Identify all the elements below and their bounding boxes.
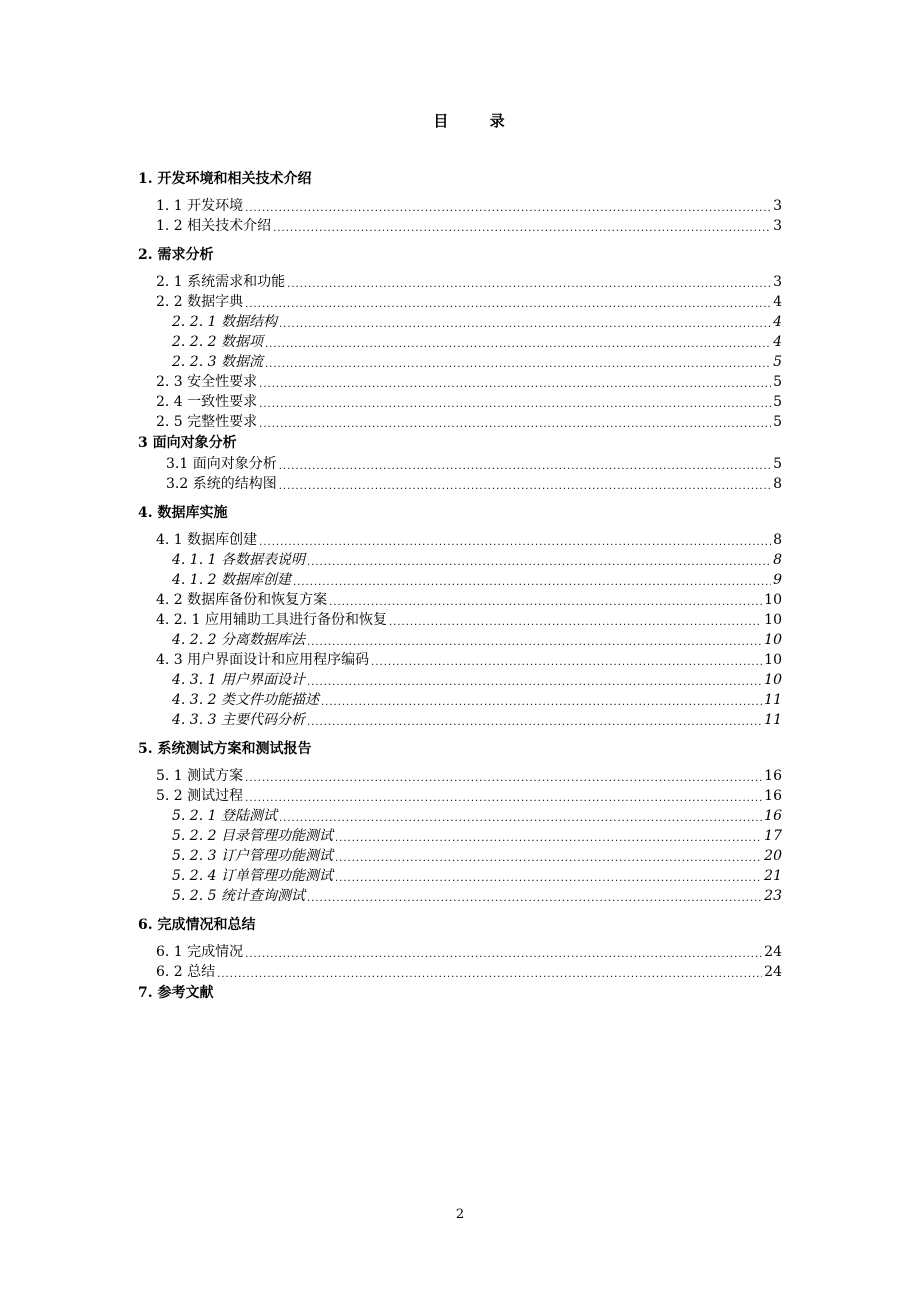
page-number: 2 [455, 1207, 465, 1222]
toc-heading-3[interactable] [138, 432, 782, 454]
toc-page-number: 21 [764, 868, 782, 884]
toc-label: 3 面向对象分析 [138, 435, 237, 451]
toc-label: 5. 系统测试方案和测试报告 [138, 741, 312, 757]
leader-dots [279, 460, 771, 474]
toc-page-number: 8 [773, 476, 782, 492]
leader-dots [389, 616, 762, 630]
toc-label: 2. 1 系统需求和功能 [156, 274, 286, 290]
toc-page-number: 24 [764, 964, 782, 980]
leader-dots [293, 576, 771, 590]
leader-dots [245, 772, 762, 786]
toc-entry-3-1[interactable] [138, 454, 782, 474]
toc-label: 2. 5 完整性要求 [156, 414, 258, 430]
toc-page-number: 5 [773, 374, 782, 390]
toc-entry-4-3-1[interactable] [138, 670, 782, 690]
leader-dots [321, 696, 762, 710]
toc-entry-1-1[interactable] [138, 196, 782, 216]
toc-entry-4-3[interactable] [138, 650, 782, 670]
toc-page-number: 20 [764, 848, 782, 864]
toc-page-number: 16 [764, 788, 782, 804]
toc-page-number: 16 [764, 808, 782, 824]
toc-page-number: 10 [764, 592, 782, 608]
toc-page-number: 4 [773, 334, 782, 350]
toc-page-number: 5 [773, 394, 782, 410]
toc-heading-2[interactable] [138, 244, 782, 266]
toc-entry-2-4[interactable] [138, 392, 782, 412]
leader-dots [307, 636, 762, 650]
toc-label: 2. 2. 1 数据结构 [172, 314, 277, 330]
toc-page-number: 11 [764, 712, 782, 728]
toc-entry-4-2[interactable] [138, 590, 782, 610]
toc-label: 2. 2. 2 数据项 [172, 334, 263, 350]
toc-entry-3-2[interactable] [138, 474, 782, 494]
leader-dots [273, 222, 771, 236]
toc-label: 5. 2. 3 订户管理功能测试 [172, 848, 333, 864]
toc-label: 4. 2. 1 应用辅助工具进行备份和恢复 [156, 612, 387, 628]
toc-entry-6-2[interactable] [138, 962, 782, 982]
toc-label: 2. 2 数据字典 [156, 294, 244, 310]
toc-label: 4. 1. 1 各数据表说明 [172, 552, 305, 568]
table-of-contents [138, 168, 782, 1004]
toc-page-number: 10 [764, 612, 782, 628]
toc-label: 4. 2 数据库备份和恢复方案 [156, 592, 328, 608]
toc-label: 5. 2. 5 统计查询测试 [172, 888, 305, 904]
toc-entry-5-2[interactable] [138, 786, 782, 806]
leader-dots [329, 596, 762, 610]
toc-label: 1. 1 开发环境 [156, 198, 244, 214]
toc-label: 5. 1 测试方案 [156, 768, 244, 784]
toc-entry-6-1[interactable] [138, 942, 782, 962]
leader-dots [287, 278, 771, 292]
leader-dots [245, 298, 771, 312]
leader-dots [371, 656, 762, 670]
toc-entry-5-2-2[interactable] [138, 826, 782, 846]
leader-dots [307, 676, 762, 690]
toc-label: 5. 2. 4 订单管理功能测试 [172, 868, 333, 884]
toc-page-number: 16 [764, 768, 782, 784]
leader-dots [335, 832, 762, 846]
toc-label: 4. 3. 1 用户界面设计 [172, 672, 305, 688]
leader-dots [259, 398, 771, 412]
toc-entry-4-2-1[interactable] [138, 610, 782, 630]
leader-dots [245, 202, 771, 216]
toc-entry-2-1[interactable] [138, 272, 782, 292]
leader-dots [259, 418, 771, 432]
toc-title: 目 录 [433, 112, 523, 130]
toc-entry-2-2[interactable] [138, 292, 782, 312]
toc-heading-5[interactable] [138, 738, 782, 760]
toc-page-number: 23 [764, 888, 782, 904]
toc-label: 3.1 面向对象分析 [166, 456, 277, 472]
toc-page-number: 3 [773, 274, 782, 290]
toc-heading-1[interactable] [138, 168, 782, 190]
toc-entry-5-2-4[interactable] [138, 866, 782, 886]
toc-entry-5-2-3[interactable] [138, 846, 782, 866]
toc-heading-4[interactable] [138, 502, 782, 524]
toc-label: 6. 1 完成情况 [156, 944, 244, 960]
toc-page-number: 5 [773, 354, 782, 370]
toc-label: 1. 2 相关技术介绍 [156, 218, 272, 234]
leader-dots [245, 792, 762, 806]
toc-entry-2-3[interactable] [138, 372, 782, 392]
leader-dots [307, 556, 771, 570]
toc-page-number: 10 [764, 672, 782, 688]
toc-label: 4. 数据库实施 [138, 505, 228, 521]
toc-entry-4-2-2[interactable] [138, 630, 782, 650]
toc-entry-4-3-2[interactable] [138, 690, 782, 710]
toc-entry-4-3-3[interactable] [138, 710, 782, 730]
toc-page-number: 11 [764, 692, 782, 708]
toc-label: 5. 2. 2 目录管理功能测试 [172, 828, 333, 844]
toc-page-number: 9 [773, 572, 782, 588]
toc-entry-5-1[interactable] [138, 766, 782, 786]
toc-page-number: 10 [764, 632, 782, 648]
toc-page-number: 4 [773, 294, 782, 310]
leader-dots [265, 358, 771, 372]
toc-entry-4-1-2[interactable] [138, 570, 782, 590]
toc-entry-2-2-1[interactable] [138, 312, 782, 332]
toc-heading-6[interactable] [138, 914, 782, 936]
toc-label: 4. 1 数据库创建 [156, 532, 258, 548]
toc-label: 6. 完成情况和总结 [138, 917, 256, 933]
leader-dots [217, 968, 762, 982]
toc-label: 4. 3. 3 主要代码分析 [172, 712, 305, 728]
toc-page-number: 5 [773, 414, 782, 430]
toc-label: 2. 2. 3 数据流 [172, 354, 263, 370]
toc-label: 5. 2 测试过程 [156, 788, 244, 804]
toc-label: 2. 需求分析 [138, 247, 214, 263]
leader-dots [259, 536, 771, 550]
toc-label: 6. 2 总结 [156, 964, 216, 980]
toc-entry-4-1[interactable] [138, 530, 782, 550]
toc-page-number: 24 [764, 944, 782, 960]
toc-entry-5-2-5[interactable] [138, 886, 782, 906]
toc-page-number: 4 [773, 314, 782, 330]
toc-page-number: 8 [773, 532, 782, 548]
toc-label: 4. 3. 2 类文件功能描述 [172, 692, 319, 708]
toc-page-number: 3 [773, 198, 782, 214]
toc-entry-2-2-2[interactable] [138, 332, 782, 352]
leader-dots [279, 480, 771, 494]
toc-page-number: 17 [764, 828, 782, 844]
toc-label: 2. 3 安全性要求 [156, 374, 258, 390]
leader-dots [259, 378, 771, 392]
toc-entry-2-2-3[interactable] [138, 352, 782, 372]
toc-label: 4. 2. 2 分离数据库法 [172, 632, 305, 648]
toc-heading-7[interactable] [138, 982, 782, 1004]
toc-label: 1. 开发环境和相关技术介绍 [138, 171, 312, 187]
toc-page-number: 10 [764, 652, 782, 668]
leader-dots [307, 892, 762, 906]
toc-label: 2. 4 一致性要求 [156, 394, 258, 410]
leader-dots [307, 716, 762, 730]
toc-entry-1-2[interactable] [138, 216, 782, 236]
toc-label: 4. 1. 2 数据库创建 [172, 572, 291, 588]
toc-label: 4. 3 用户界面设计和应用程序编码 [156, 652, 370, 668]
leader-dots [279, 812, 762, 826]
leader-dots [335, 852, 762, 866]
toc-label: 5. 2. 1 登陆测试 [172, 808, 277, 824]
toc-entry-5-2-1[interactable] [138, 806, 782, 826]
toc-entry-4-1-1[interactable] [138, 550, 782, 570]
toc-label: 3.2 系统的结构图 [166, 476, 277, 492]
leader-dots [265, 338, 771, 352]
toc-page-number: 3 [773, 218, 782, 234]
toc-page-number: 5 [773, 456, 782, 472]
leader-dots [279, 318, 771, 332]
leader-dots [335, 872, 762, 886]
toc-entry-2-5[interactable] [138, 412, 782, 432]
toc-page-number: 8 [773, 552, 782, 568]
leader-dots [245, 948, 762, 962]
toc-label: 7. 参考文献 [138, 985, 214, 1001]
